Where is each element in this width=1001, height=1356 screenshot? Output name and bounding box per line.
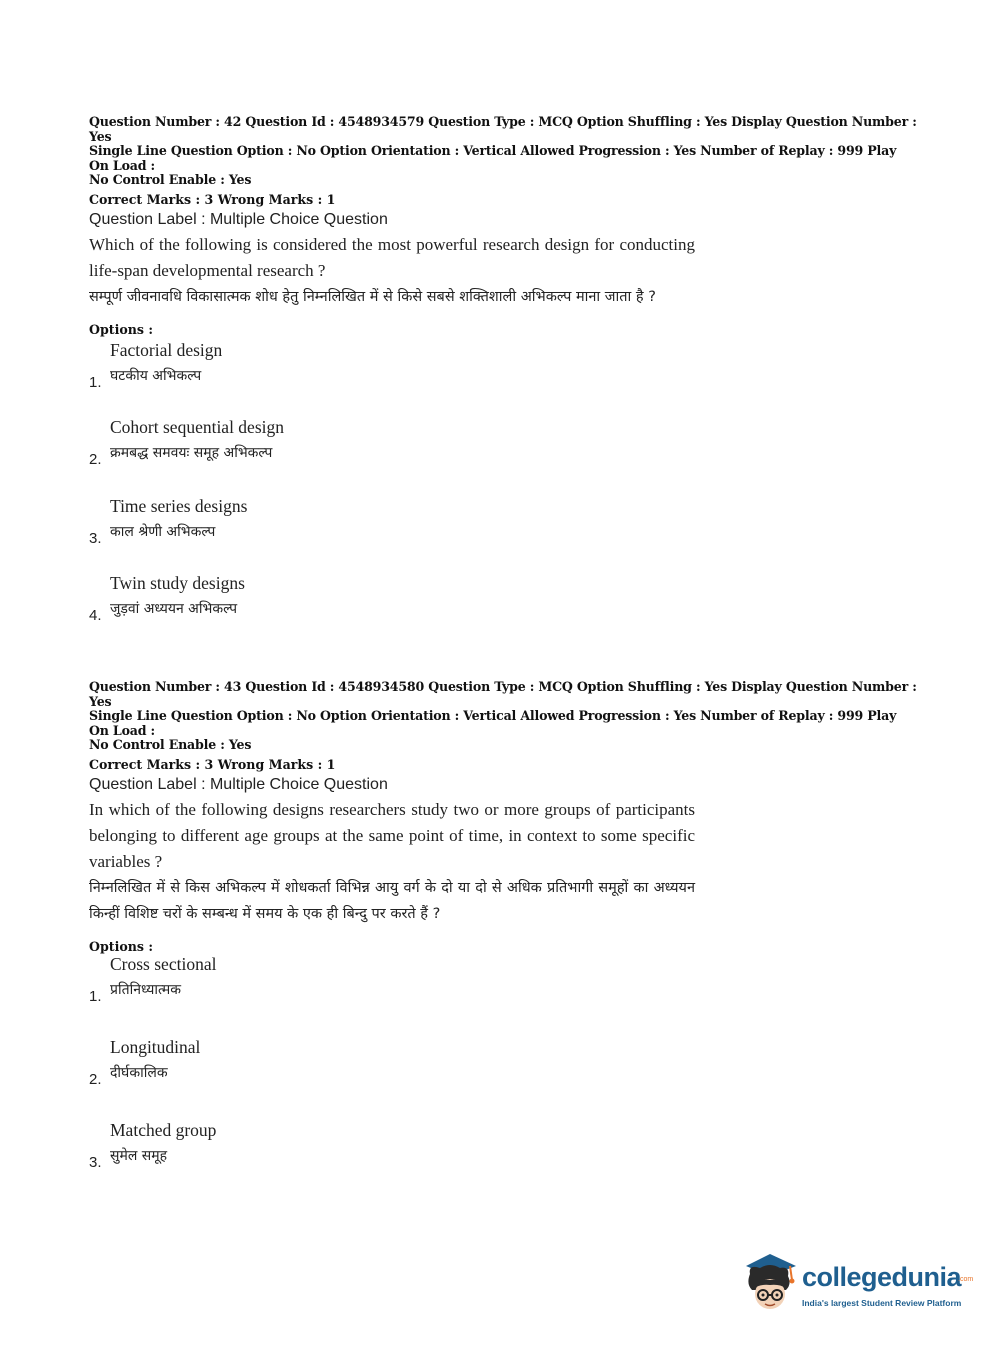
meta-line-3: No Control Enable : Yes: [89, 737, 252, 753]
question-43: [89, 680, 919, 954]
meta-line-2: Single Line Question Option : No Option Orientation : Vertical Allowed Progression : Yes Number of Replay : 999 Play On Load :: [89, 143, 897, 173]
collegedunia-logo[interactable]: [740, 1250, 974, 1320]
question-text-hindi: सम्पूर्ण जीवनावधि विकासात्मक शोध हेतु निम्नलिखित में से किसे सबसे शक्तिशाली अभिकल्प माना जाता है ?: [89, 288, 656, 305]
meta-line-2: Single Line Question Option : No Option Orientation : Vertical Allowed Progression : Yes Number of Replay : 999 Play On Load :: [89, 708, 897, 738]
meta-line-1: Question Number : 42 Question Id : 4548934579 Question Type : MCQ Option Shuffling : Yes Display Question Number : Yes: [89, 114, 917, 144]
option-text-english: Matched group: [110, 1120, 217, 1140]
options-heading: Options :: [89, 321, 154, 337]
option-text-hindi: प्रतिनिध्यात्मक: [110, 982, 182, 998]
option-text-english: Twin study designs: [110, 573, 245, 593]
question-meta: [89, 115, 919, 188]
option-number: 4.: [89, 607, 102, 624]
logo-suffix: .com: [958, 1276, 974, 1283]
option-text-hindi: क्रमबद्ध समवयः समूह अभिकल्प: [110, 445, 273, 461]
meta-line-1: Question Number : 43 Question Id : 4548934580 Question Type : MCQ Option Shuffling : Yes Display Question Number : Yes: [89, 679, 917, 709]
question-text-hindi: निम्नलिखित में से किस अभिकल्प में शोधकर्ता विभिन्न आयु वर्ग के दो या दो से अधिक प्रतिभागी समूहों का अध्ययन किन्हीं विशिष्ट चरों के सम्बन्ध में समय के एक ही बिन्दु पर करते हैं ?: [89, 879, 695, 922]
mascot-icon: [740, 1250, 800, 1316]
option-text-hindi: सुमेल समूह: [110, 1148, 168, 1164]
option-number: 2.: [89, 451, 102, 468]
option-number: 2.: [89, 1071, 102, 1088]
option-number: 1.: [89, 374, 102, 391]
question-meta: [89, 680, 919, 753]
question-text-english: Which of the following is considered the most powerful research design for conducting life-span developmental research ?: [89, 234, 695, 280]
option-number: 3.: [89, 1154, 102, 1171]
option-text-english: Factorial design: [110, 340, 223, 360]
question-42: [89, 115, 919, 337]
logo-tagline: India's largest Student Review Platform: [802, 1298, 962, 1308]
option-text-hindi: जुड़वां अध्ययन अभिकल्प: [110, 601, 238, 617]
question-43-options: [89, 954, 919, 1194]
question-text-english: In which of the following designs researchers study two or more groups of participants belonging to different age groups at the same point of time, in context to some specific variables ?: [89, 799, 695, 871]
question-marks: Correct Marks : 3 Wrong Marks : 1: [89, 756, 336, 772]
option-text-english: Longitudinal: [110, 1037, 201, 1057]
question-42-options: [89, 340, 919, 640]
options-heading: Options :: [89, 938, 154, 954]
option-number: 3.: [89, 530, 102, 547]
option-text-hindi: दीर्घकालिक: [110, 1065, 168, 1081]
option-text-hindi: काल श्रेणी अभिकल्प: [110, 524, 216, 540]
question-marks: Correct Marks : 3 Wrong Marks : 1: [89, 191, 336, 207]
meta-line-3: No Control Enable : Yes: [89, 172, 252, 188]
option-text-english: Cross sectional: [110, 954, 217, 974]
logo-wordmark: collegedunia: [802, 1262, 962, 1292]
question-label: Question Label : Multiple Choice Question: [89, 775, 388, 793]
option-text-english: Time series designs: [110, 496, 248, 516]
option-number: 1.: [89, 988, 102, 1005]
option-text-english: Cohort sequential design: [110, 417, 285, 437]
question-label: Question Label : Multiple Choice Question: [89, 210, 388, 228]
option-text-hindi: घटकीय अभिकल्प: [110, 368, 202, 384]
